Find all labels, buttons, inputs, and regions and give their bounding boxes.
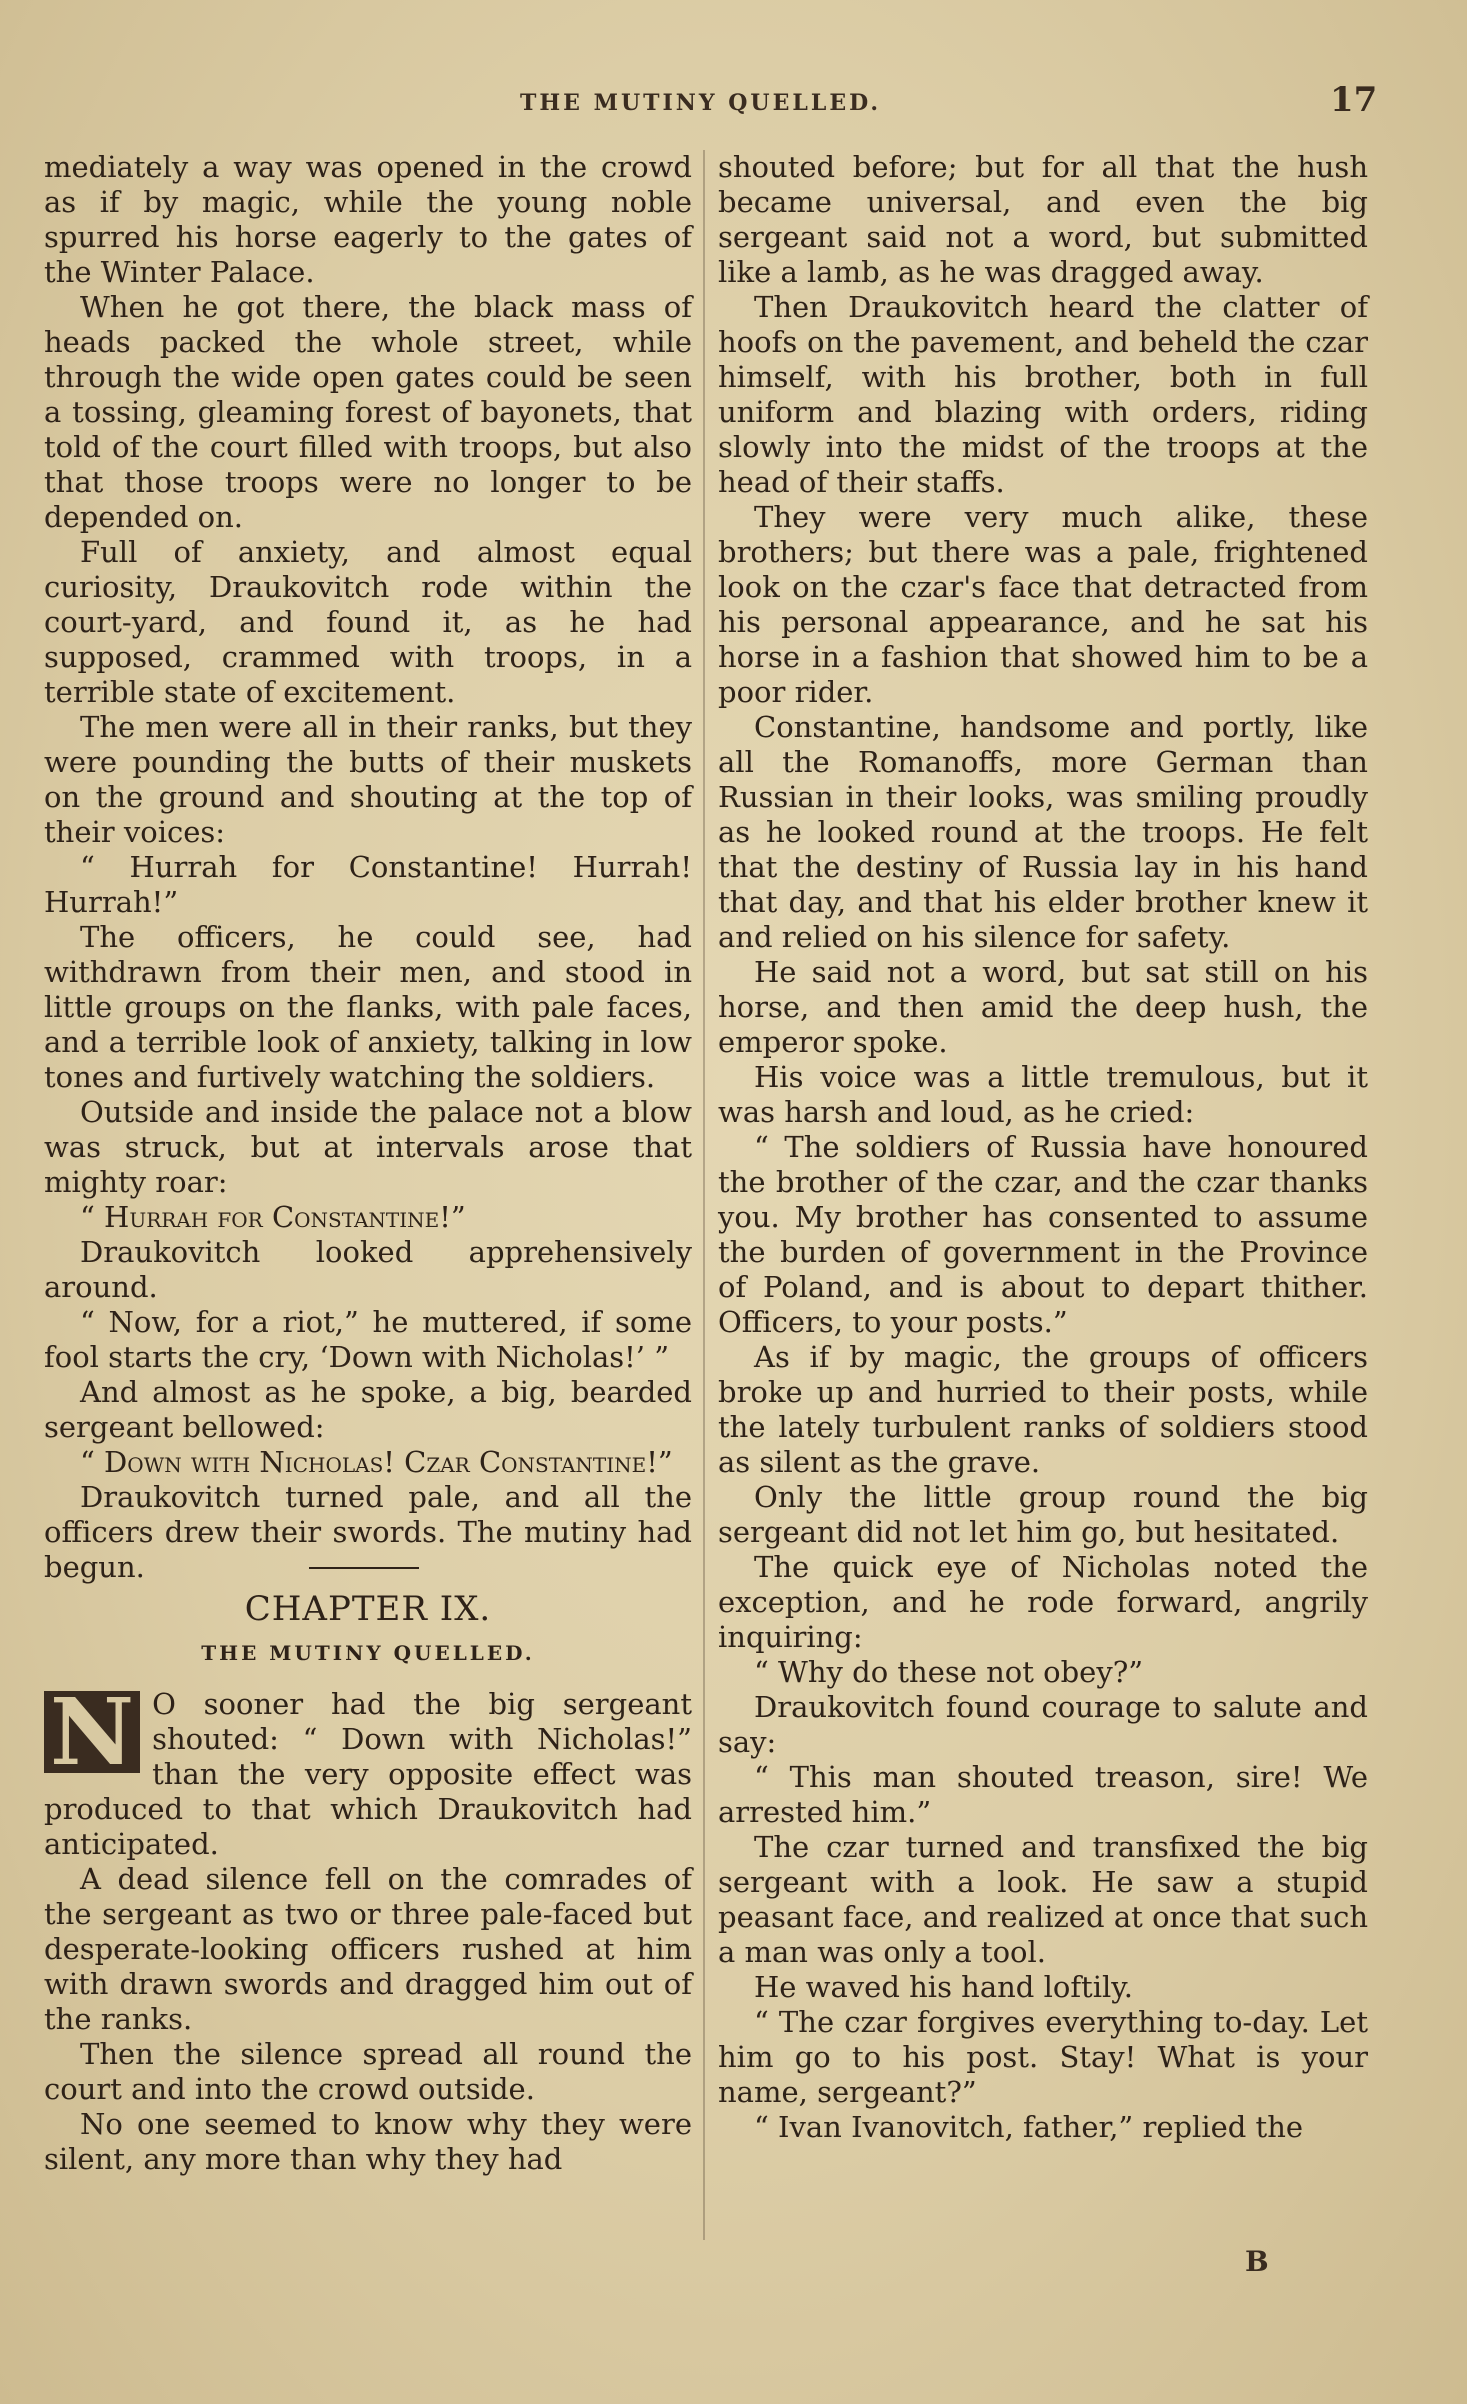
paragraph: “ Hurrah for Constantine! Hurrah! Hurrah!”	[44, 850, 692, 919]
section-divider	[309, 1567, 419, 1569]
paragraph: mediately a way was opened in the crowd as if by magic, while the young noble spurred his horse eagerly to the gates of the Winter Palace.	[44, 150, 692, 289]
paragraph: “ This man shouted treason, sire! We arrested him.”	[718, 1760, 1368, 1829]
paragraph: The men were all in their ranks, but they were pounding the butts of their muskets on the ground and shouting at the top of their voices:	[44, 710, 692, 849]
paragraph: Draukovitch looked apprehensively around.	[44, 1235, 692, 1304]
paragraph: No one seemed to know why they were silent, any more than why they had	[44, 2107, 692, 2176]
paragraph: As if by magic, the groups of officers broke up and hurried to their posts, while the lately turbulent ranks of soldiers stood as silent as the grave.	[718, 1340, 1368, 1479]
paragraph: When he got there, the black mass of heads packed the whole street, while through the wide open gates could be seen a tossing, gleaming forest of bayonets, that told of the court filled with troops, but also that those troops were no longer to be depended on.	[44, 290, 692, 534]
paragraph: “ Ivan Ivanovitch, father,” replied the	[754, 2110, 1304, 2144]
paragraph: Then the silence spread all round the court and into the crowd outside.	[44, 2037, 692, 2106]
signature-mark: B	[1245, 2245, 1269, 2278]
paragraph: “ Down with Nicholas! Czar Constantine!”	[80, 1445, 673, 1479]
paragraph: Draukovitch found courage to salute and say:	[718, 1690, 1368, 1759]
paragraph: shouted before; but for all that the hush became universal, and even the big sergeant said not a word, but submitted like a lamb, as he was dragged away.	[718, 150, 1368, 289]
paragraph: He said not a word, but sat still on his horse, and then amid the deep hush, the emperor spoke.	[718, 955, 1368, 1059]
paragraph: Then Draukovitch heard the clatter of hoofs on the pavement, and beheld the czar himself, with his brother, both in full uniform and blazing with orders, riding slowly into the midst of the troops at the head of their staffs.	[718, 290, 1368, 499]
chapter-title: CHAPTER IX.	[244, 1589, 492, 1629]
paragraph: The officers, he could see, had withdrawn from their men, and stood in little groups on the flanks, with pale faces, and a terrible look of anxiety, talking in low tones and furtively watching the soldiers.	[44, 920, 692, 1094]
paragraph: The czar turned and transfixed the big sergeant with a look. He saw a stupid peasant face, and realized at once that such a man was only a tool.	[718, 1830, 1368, 1969]
paragraph: Outside and inside the palace not a blow was struck, but at intervals arose that mighty roar:	[44, 1095, 692, 1199]
chapter-subtitle: THE MUTINY QUELLED.	[201, 1641, 535, 1665]
paragraph: “ Hurrah for Constantine!”	[80, 1200, 466, 1234]
paragraph: And almost as he spoke, a big, bearded sergeant bellowed:	[44, 1375, 692, 1444]
paragraph: “ The soldiers of Russia have honoured the brother of the czar, and the czar thanks you. My brother has consented to assume the burden of government in the Province of Poland, and is about to depart thither. Officers, to your posts.”	[718, 1130, 1368, 1339]
paragraph: Only the little group round the big sergeant did not let him go, but hesitated.	[718, 1480, 1368, 1549]
running-title: THE MUTINY QUELLED.	[520, 90, 882, 116]
paragraph: Constantine, handsome and portly, like all the Romanoffs, more German than Russian in their looks, was smiling proudly as he looked round at the troops. He felt that the destiny of Russia lay in his hand that day, and that his elder brother knew it and relied on his silence for safety.	[718, 710, 1368, 954]
paragraph: The quick eye of Nicholas noted the exception, and he rode forward, angrily inquiring:	[718, 1550, 1368, 1654]
paragraph: “ Why do these not obey?”	[754, 1655, 1144, 1689]
paragraph: A dead silence fell on the comrades of the sergeant as two or three pale-faced but desperate-looking officers rushed at him with drawn swords and dragged him out of the ranks.	[44, 1862, 692, 2036]
right-column	[718, 150, 1368, 2145]
page-number: 17	[1330, 80, 1378, 120]
column-divider	[703, 150, 705, 2240]
paragraph: “ Now, for a riot,” he muttered, if some fool starts the cry, ‘Down with Nicholas!’ ”	[44, 1305, 692, 1374]
paragraph: His voice was a little tremulous, but it was harsh and loud, as he cried:	[718, 1060, 1368, 1129]
paragraph: “ The czar forgives everything to-day. Let him go to his post. Stay! What is your name, sergeant?”	[718, 2005, 1368, 2109]
page-header	[0, 80, 1467, 126]
paragraph: Full of anxiety, and almost equal curiosity, Draukovitch rode within the court-yard, and found it, as he had supposed, crammed with troops, in a terrible state of excitement.	[44, 535, 692, 709]
paragraph: They were very much alike, these brothers; but there was a pale, frightened look on the czar's face that detracted from his personal appearance, and he sat his horse in a fashion that showed him to be a poor rider.	[718, 500, 1368, 709]
paragraph: Draukovitch turned pale, and all the officers drew their swords. The mutiny had begun.	[44, 1480, 692, 1584]
paragraph-text: O sooner had the big sergeant shouted: “ Down with Nicholas!” than the very opposite effect was produced to that which Draukovitch had anticipated.	[44, 1687, 692, 1861]
left-column	[44, 150, 692, 2177]
paragraph: He waved his hand loftily.	[754, 1970, 1134, 2004]
dropcap-letter: N	[44, 1691, 140, 1773]
dropcap-paragraph	[44, 1678, 692, 1862]
